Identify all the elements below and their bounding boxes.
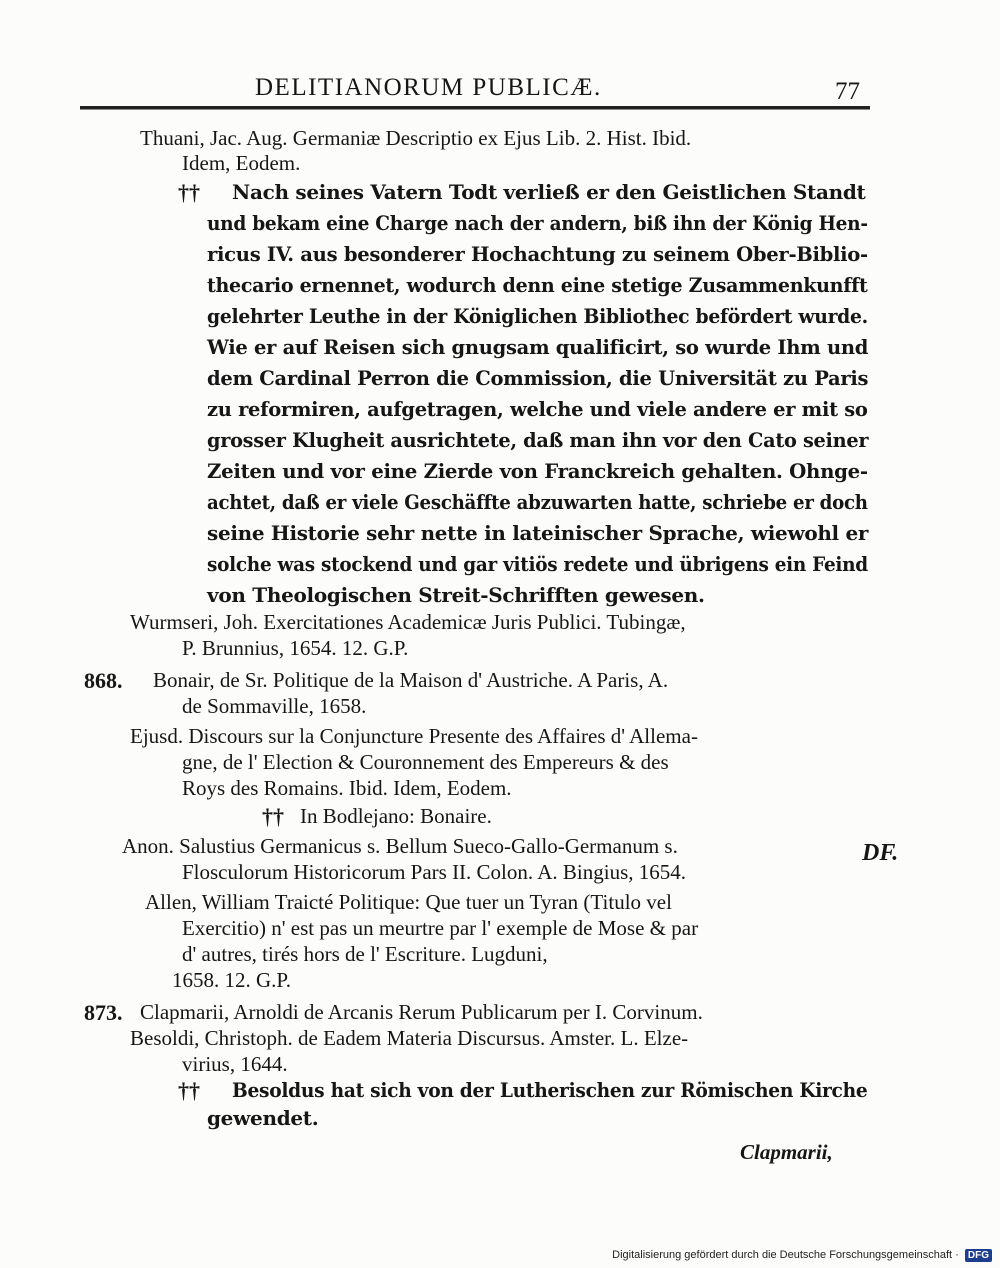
text-line: Wurmseri, Joh. Exercitationes Academicæ Juris Publici. Tubingæ, <box>130 610 686 634</box>
dagger-marker: †† <box>262 804 284 829</box>
text-line: Wie er auf Reisen sich gnugsam qualificirt, so wurde Ihm und <box>207 335 869 359</box>
page-number: 77 <box>835 78 860 105</box>
text-line: Besoldus hat sich von der Lutherischen zur Römischen Kirche <box>232 1078 868 1102</box>
text-line: Thuani, Jac. Aug. Germaniæ Descriptio ex Ejus Lib. 2. Hist. Ibid. <box>140 126 692 150</box>
page-header <box>80 70 870 110</box>
text-line: thecario ernennet, wodurch denn eine stetige Zusammenkunfft <box>207 273 868 297</box>
entry-number: 873. <box>84 1000 123 1025</box>
margin-note: DF. <box>862 840 899 866</box>
text-line: Bonair, de Sr. Politique de la Maison d' Austriche. A Paris, A. <box>153 668 669 692</box>
entry-number: 868. <box>84 668 123 693</box>
text-line: Ejusd. Discours sur la Conjuncture Presente des Affaires d' Allema- <box>130 724 698 748</box>
text-line: Allen, William Traicté Politique: Que tuer un Tyran (Titulo vel <box>145 890 672 914</box>
text-line: Exercitio) n' est pas un meurtre par l' exemple de Mose & par <box>182 916 699 940</box>
text-line: Zeiten und vor eine Zierde von Franckreich gehalten. Ohnge- <box>207 459 868 483</box>
text-line: In Bodlejano: Bonaire. <box>300 804 492 828</box>
running-head: DELITIANORUM PUBLICÆ. <box>255 74 602 101</box>
text-line: zu reformiren, aufgetragen, welche und viele andere er mit so <box>207 397 868 421</box>
text-line: gne, de l' Election & Couronnement des Empereurs & des <box>182 750 669 774</box>
dagger-marker: †† <box>178 1078 200 1103</box>
text-line: de Sommaville, 1658. <box>182 694 367 718</box>
text-line: achtet, daß er viele Geschäffte abzuwarten hatte, schriebe er doch <box>207 490 868 514</box>
dagger-marker: †† <box>178 180 200 205</box>
digitization-credit <box>612 1249 992 1262</box>
catchword: Clapmarii, <box>740 1140 833 1164</box>
text-line: ricus IV. aus besonderer Hochachtung zu seinem Ober-Biblio- <box>207 242 868 266</box>
text-line: gelehrter Leuthe in der Königlichen Bibliothec befördert wurde. <box>207 304 868 328</box>
text-line: Roys des Romains. Ibid. Idem, Eodem. <box>182 776 512 800</box>
header-rule <box>80 106 870 110</box>
text-line: P. Brunnius, 1654. 12. G.P. <box>182 636 409 660</box>
text-line: solche was stockend und gar vitiös redete und übrigens ein Feind <box>207 552 868 576</box>
text-line: 1658. 12. G.P. <box>172 968 292 992</box>
text-line: dem Cardinal Perron die Commission, die Universität zu Paris <box>207 366 869 390</box>
text-line: von Theologischen Streit-Schrifften gewesen. <box>207 583 705 607</box>
text-line: Anon. Salustius Germanicus s. Bellum Sueco-Gallo-Germanum s. <box>122 834 678 858</box>
text-line: Nach seines Vatern Todt verließ er den Geistlichen Standt <box>232 180 866 204</box>
text-line: und bekam eine Charge nach der andern, biß ihn der König Hen- <box>207 211 868 235</box>
text-line: gewendet. <box>207 1106 319 1130</box>
text-line: Clapmarii, Arnoldi de Arcanis Rerum Publicarum per I. Corvinum. <box>140 1000 703 1024</box>
text-line: seine Historie sehr nette in lateinischer Sprache, wiewohl er <box>207 521 869 545</box>
text-line: d' autres, tirés hors de l' Escriture. Lugduni, <box>182 942 548 966</box>
text-line: Idem, Eodem. <box>182 151 301 175</box>
dfg-logo: DFG <box>965 1249 992 1262</box>
text-line: Flosculorum Historicorum Pars II. Colon. A. Bingius, 1654. <box>182 860 686 884</box>
text-line: Besoldi, Christoph. de Eadem Materia Discursus. Amster. L. Elze- <box>130 1026 689 1050</box>
text-line: virius, 1644. <box>182 1052 288 1076</box>
text-line: grosser Klugheit ausrichtete, daß man ihn vor den Cato seiner <box>207 428 869 452</box>
credit-text: Digitalisierung gefördert durch die Deutsche Forschungsgemeinschaft · <box>612 1249 959 1261</box>
